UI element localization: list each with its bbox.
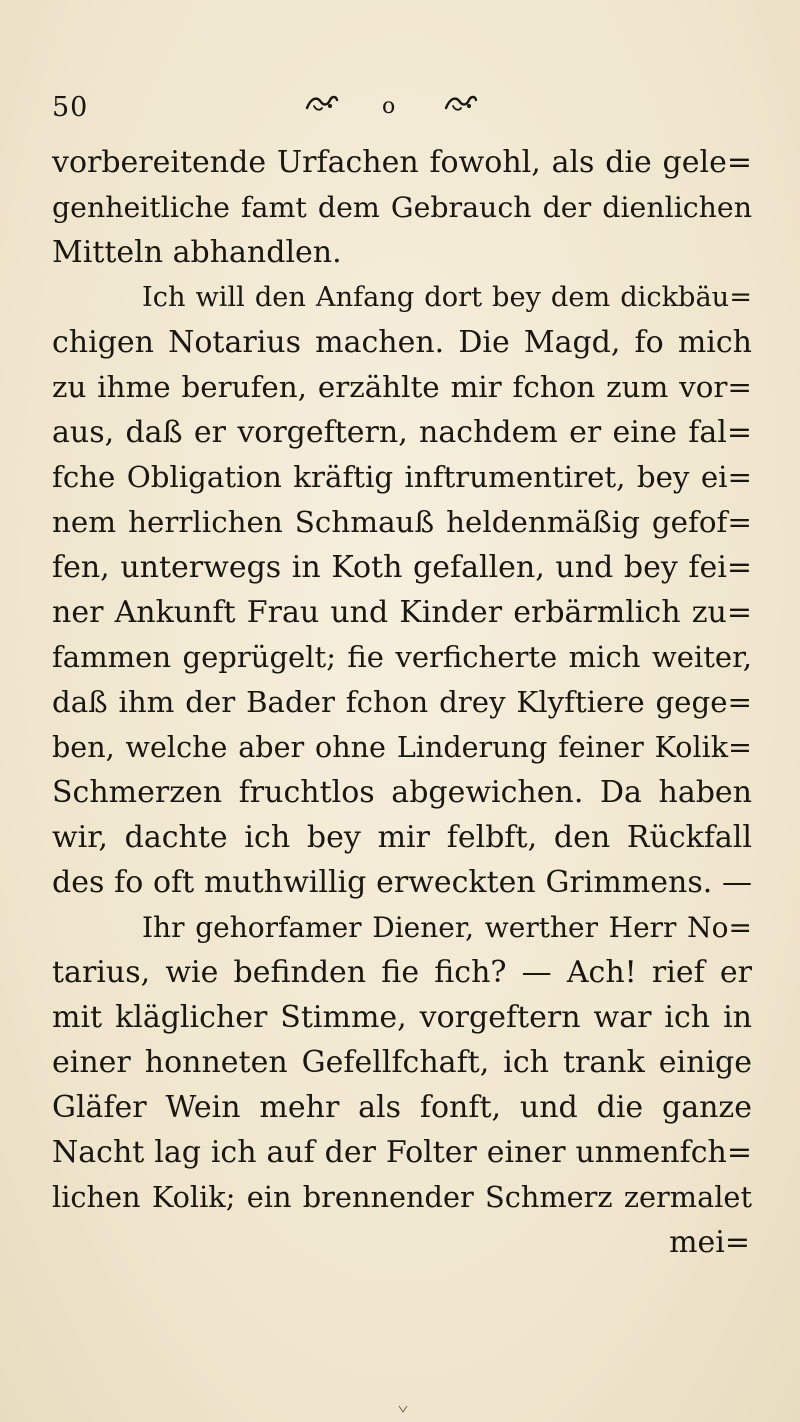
text-line: fen, unterwegs in Koth gefallen, und bey fei= — [52, 550, 752, 585]
ornament-left-icon — [305, 92, 339, 114]
text-line: Nacht lag ich auf der Folter einer unmenfch= — [52, 1135, 752, 1170]
text-line: daß ihm der Bader fchon drey Klyftiere gege= — [52, 685, 752, 719]
text-line: chigen Notarius machen. Die Magd, fo mich — [52, 325, 752, 360]
text-line: ben, welche aber ohne Linderung feiner Kolik= — [52, 730, 752, 764]
text-line: Ich will den Anfang dort bey dem dickbäu= — [142, 282, 752, 313]
text-line: aus, daß er vorgeftern, nachdem er eine fal= — [52, 415, 752, 450]
page-header — [52, 92, 732, 132]
ornament-right-icon — [444, 92, 478, 114]
text-line: einer honneten Gefellfchaft, ich trank einige — [52, 1045, 752, 1080]
ornament-center: o — [382, 94, 396, 119]
text-line: tarius, wie befinden fie fich? — Ach! rief er — [52, 955, 752, 990]
text-line: fammen geprügelt; fie verficherte mich weiter, — [52, 640, 752, 674]
text-line: vorbereitende Urfachen fowohl, als die gele= — [52, 145, 752, 180]
body-text — [52, 140, 752, 1265]
text-line: Ihr gehorfamer Diener, werther Herr No= — [142, 911, 752, 944]
text-line: Schmerzen fruchtlos abgewichen. Da haben — [52, 775, 752, 810]
text-line: fche Obligation kräftig inftrumentiret, bey ei= — [52, 460, 752, 494]
text-line: lichen Kolik; ein brennender Schmerz zermalet — [52, 1180, 752, 1214]
text-line: genheitliche famt dem Gebrauch der dienlichen — [52, 191, 752, 224]
text-line: Gläfer Wein mehr als fonft, und die ganze — [52, 1090, 752, 1125]
printer-mark-icon — [398, 1404, 408, 1414]
catchword: mei= — [669, 1225, 750, 1260]
text-line: zu ihme berufen, erzählte mir fchon zum vor= — [52, 370, 752, 404]
text-line: Mitteln abhandlen. — [52, 235, 342, 270]
text-line: nem herrlichen Schmauß heldenmäßig gefof= — [52, 505, 752, 539]
page-number: 50 — [52, 92, 89, 123]
text-line: ner Ankunft Frau und Kinder erbärmlich zu= — [52, 595, 752, 630]
text-line: wir, dachte ich bey mir felbft, den Rückfall — [52, 820, 752, 855]
text-line: mit kläglicher Stimme, vorgeftern war ich in — [52, 1000, 752, 1035]
text-line: des fo oft muthwillig erweckten Grimmens. — — [52, 865, 752, 900]
